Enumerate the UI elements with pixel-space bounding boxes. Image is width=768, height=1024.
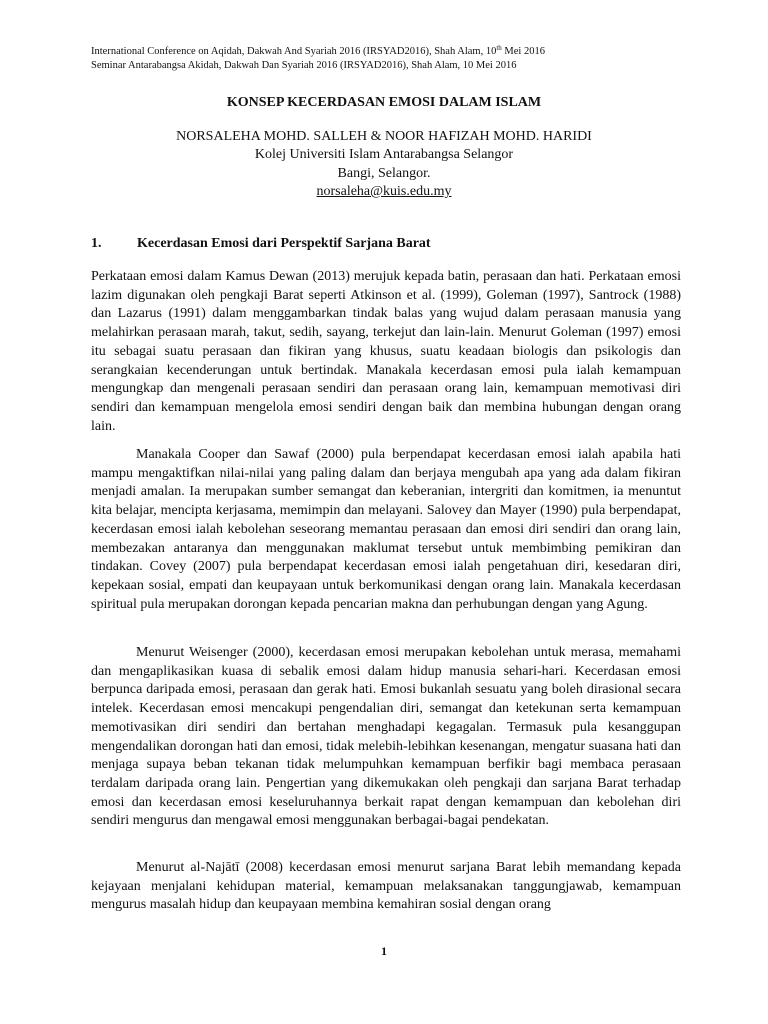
affiliation: Kolej Universiti Islam Antarabangsa Selangor xyxy=(254,147,514,162)
page-number: 1 xyxy=(381,944,387,958)
paper-title: KONSEP KECERDASAN EMOSI DALAM ISLAM xyxy=(226,95,542,110)
author-email-link[interactable]: norsaleha@kuis.edu.my xyxy=(316,184,452,199)
conference-header-malay: Seminar Antarabangsa Akidah, Dakwah Dan Syariah 2016 (IRSYAD2016), Shah Alam, 10 Mei 2016 xyxy=(91,60,517,71)
paragraph-1: Perkataan emosi dalam Kamus Dewan (2013) merujuk kepada batin, perasaan dan hati. Perkataan emosi lazim digunakan oleh pengkaji Barat seperti Atkinson et al. (1999), Goleman (1997), Santrock (1988) dan Lazarus (1991) dalam menggambarkan tindak balas yang wujud dalam perasaan manusia yang melahirkan perasaan marah, takut, sedih, sayang, terkejut dan lain-lain. Menurut Goleman (1997) emosi itu sebagai suatu perasaan dan fikiran yang khusus, suatu keadaan biologis dan psikologis dan serangkaian kecenderungan untuk bertindak. Manakala kecerdasan emosi pula ialah kemampuan mengungkap dan mengenali perasaan sendiri dan perasaan orang lain, kemampuan memotivasi diri sendiri dan kemampuan mengelola emosi sendiri dengan baik dan membina hubungan dengan orang lain. xyxy=(91,269,681,434)
paragraph-3: Menurut Weisenger (2000), kecerdasan emosi merupakan kebolehan untuk merasa, memahami dan mengaplikasikan kuasa di sebalik emosi dalam hidup manusia sehari-hari. Kecerdasan emosi berpunca daripada emosi, perasaan dan gerak hati. Emosi bukanlah sesuatu yang boleh dirasional secara intelek. Kecerdasan emosi mencakupi pengendalian diri, semangat dan ketekunan serta kemampuan memotivasikan diri sendiri dan bertahan menghadapi kegagalan. Termasuk pula kesanggupan mengendalikan dorongan hati dan emosi, tidak melebih-lebihkan kesenangan, mengatur suasana hati dan menjaga supaya beban tekanan tidak melumpuhkan kemampuan berfikir bagi membaca perasaan terdalam daripada orang lain. Pengertian yang dikemukakan oleh pengkaji dan sarjana Barat terhadap emosi dan kecerdasan emosi keseluruhannya berkait rapat dengan kemampuan dan kebolehan diri sendiri mengurus dan mengawal emosi menggunakan berbagai-bagai pendekatan. xyxy=(91,645,681,829)
section-title: Kecerdasan Emosi dari Perspektif Sarjana Barat xyxy=(137,236,431,251)
authors: NORSALEHA MOHD. SALLEH & NOOR HAFIZAH MOHD. HARIDI xyxy=(176,129,592,144)
section-number: 1. xyxy=(91,236,102,251)
conference-header-english: International Conference on Aqidah, Dakwah And Syariah 2016 (IRSYAD2016), Shah Alam, 10th Mei 2016 xyxy=(91,44,545,57)
paragraph-4: Menurut al-Najātī (2008) kecerdasan emosi menurut sarjana Barat lebih memandang kepada kejayaan menjalani kehidupan material, kemampuan melaksanakan tanggungjawab, kemampuan mengurus masalah hidup dan keupayaan membina kemahiran sosial dengan orang xyxy=(91,860,681,913)
paragraph-2: Manakala Cooper dan Sawaf (2000) pula berpendapat kecerdasan emosi ialah apabila hati mampu mengaktifkan nilai-nilai yang paling dalam dan berjaya mengubah apa yang ada dalam fikiran menjadi amalan. Ia merupakan sumber semangat dan keberanian, intergriti dan komitmen, ia menuntut kita belajar, mencipta kerjasama, memimpin dan melayani. Salovey dan Mayer (1990) pula berpendapat, kecerdasan emosi ialah kebolehan seseorang memantau perasaan dan emosi diri sendiri dan orang lain, membezakan antaranya dan menggunakan maklumat tersebut untuk membimbing pemikiran dan tindakan. Covey (2007) pula berpendapat kecerdasan emosi ialah pengetahuan diri, kesedaran diri, kepekaan sosial, empati dan keupayaan untuk berkomunikasi dengan orang lain. Manakala kecerdasan spiritual pula merupakan dorongan kepada pencarian makna dan perhubungan dengan yang Agung. xyxy=(91,447,681,612)
section-heading xyxy=(91,236,431,252)
location: Bangi, Selangor. xyxy=(337,166,431,181)
